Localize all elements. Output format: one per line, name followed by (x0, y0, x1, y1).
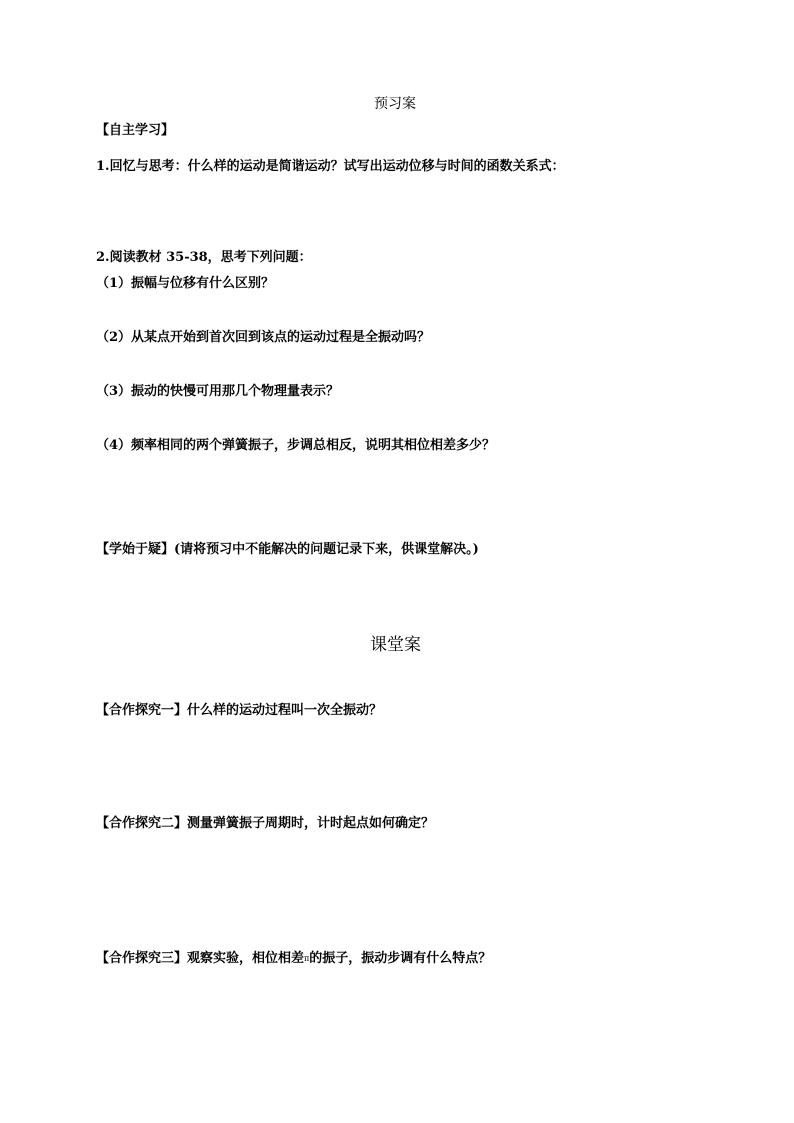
question-1: 1.回忆与思考：什么样的运动是简谐运动？试写出运动位移与时间的函数关系式： (96, 159, 565, 174)
sub-question-3: （3）振动的快慢可用那几个物理量表示？ (96, 384, 340, 399)
inquiry-2: 【合作探究二】测量弹簧振子周期时，计时起点如何确定？ (96, 816, 435, 831)
preview-title: 预习案 (374, 96, 416, 112)
self-study-heading: 【自主学习】 (96, 123, 175, 138)
inquiry-3-post: 的振子，振动步调有什么特点？ (309, 951, 492, 966)
question-2-intro: 2.阅读教材 35-38，思考下列问题： (96, 250, 312, 265)
inquiry-3-pre: 【合作探究三】观察实验，相位相差 (96, 951, 305, 966)
doubt-section: 【学始于疑】(请将预习中不能解决的问题记录下来，供课堂解决。) (96, 542, 479, 557)
sub-question-1: （1）振幅与位移有什么区别？ (96, 276, 275, 291)
sub-question-4: （4）频率相同的两个弹簧振子，步调总相反，说明其相位相差多少？ (96, 438, 496, 453)
sub-question-2: （2）从某点开始到首次回到该点的运动过程是全振动吗？ (96, 330, 431, 345)
pi-symbol: π (304, 954, 310, 963)
inquiry-1: 【合作探究一】什么样的运动过程叫一次全振动？ (96, 703, 383, 718)
inquiry-3 (96, 952, 491, 965)
classroom-title: 课堂案 (370, 635, 421, 655)
